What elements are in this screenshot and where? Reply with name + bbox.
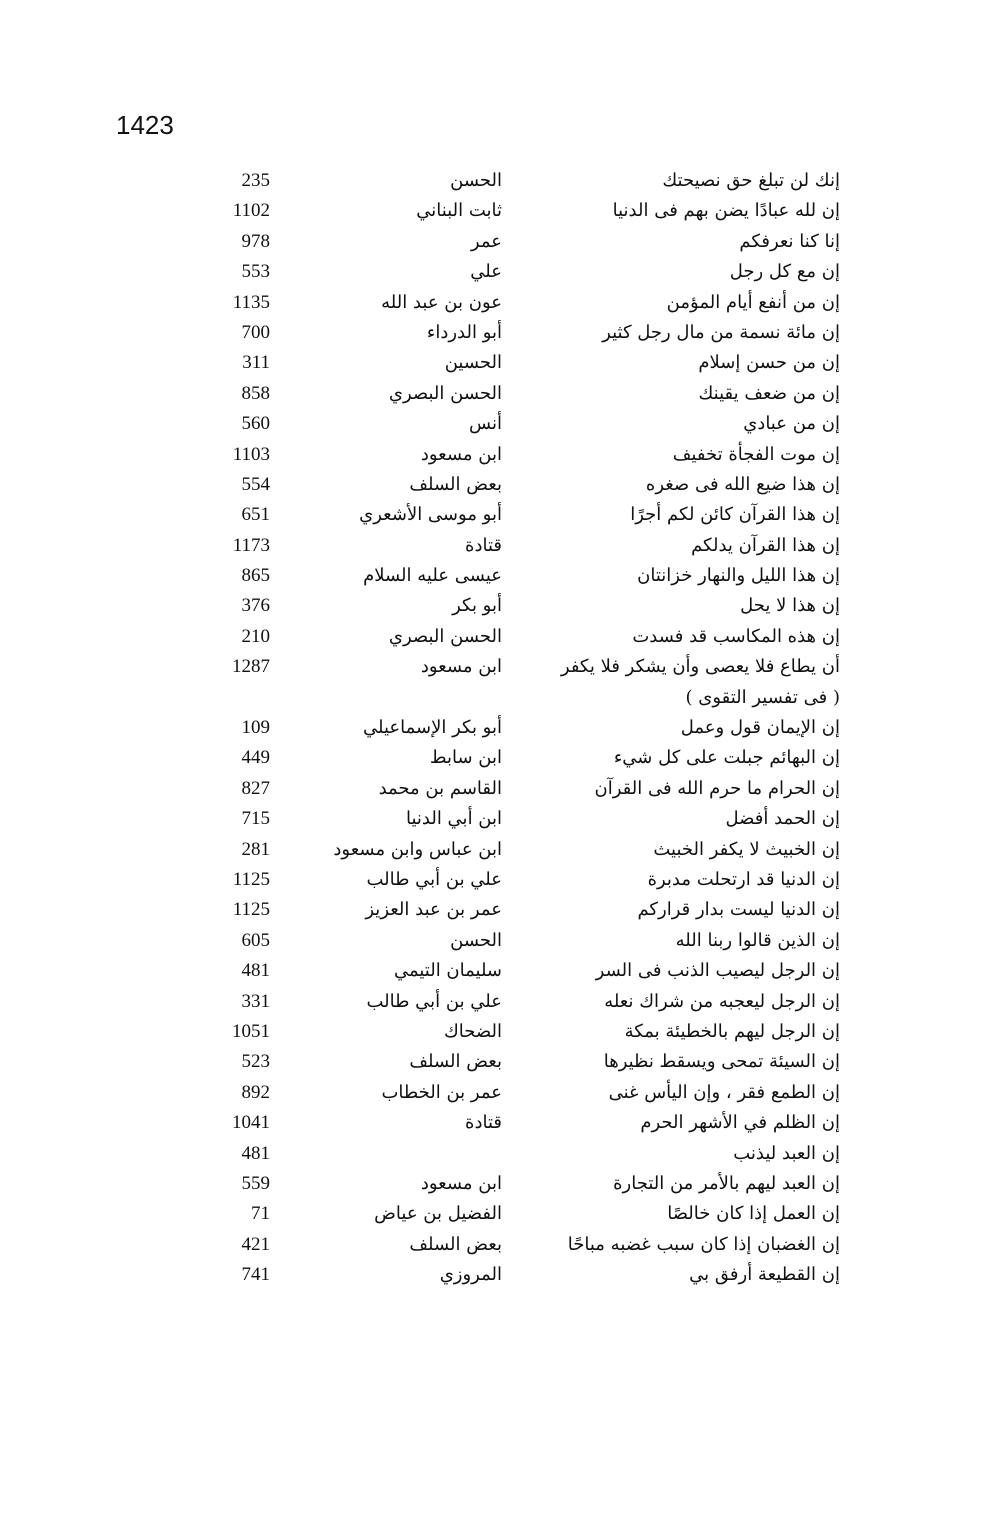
- index-page-ref: 715: [241, 808, 270, 830]
- index-narrator: بعض السلف: [409, 1233, 502, 1255]
- index-row: [200, 318, 840, 348]
- index-page-ref: 700: [241, 321, 270, 343]
- index-page-ref: 553: [241, 261, 270, 283]
- index-phrase: أن يطاع فلا يعصى وأن يشكر فلا يكفر: [560, 656, 840, 678]
- index-row: [200, 652, 840, 682]
- index-phrase: إن هذا ضيع الله فى صغره: [645, 473, 840, 495]
- index-phrase: إن الذين قالوا ربنا الله: [675, 929, 840, 951]
- index-phrase: إن الرجل ليهم بالخطيئة بمكة: [624, 1020, 840, 1042]
- index-phrase: إن هذا القرآن كائن لكم أجرًا: [630, 504, 840, 526]
- index-row: [200, 713, 840, 743]
- index-page-ref: 865: [241, 565, 270, 587]
- index-row: [200, 591, 840, 621]
- index-narrator: [302, 1139, 502, 1169]
- index-row: [200, 166, 840, 196]
- index-phrase: ( فى تفسير التقوى ): [685, 686, 840, 708]
- index-row: [200, 743, 840, 773]
- index-narrator: القاسم بن محمد: [378, 777, 502, 799]
- index-phrase: إن العبد ليهم بالأمر من التجارة: [613, 1172, 840, 1194]
- index-narrator: ابن سابط: [429, 747, 502, 769]
- index-page-ref: 481: [241, 1142, 270, 1164]
- index-row: [200, 227, 840, 257]
- index-narrator: أبو بكر الإسماعيلي: [362, 717, 502, 739]
- index-phrase: إن السيئة تمحى ويسقط نظيرها: [603, 1051, 840, 1073]
- index-narrator: أبو الدرداء: [426, 321, 502, 343]
- index-page-ref: 523: [241, 1051, 270, 1073]
- index-page-ref: 651: [241, 504, 270, 526]
- index-row: [200, 196, 840, 226]
- index-page-ref: 1287: [232, 656, 270, 678]
- index-page-ref: 1051: [232, 1020, 270, 1042]
- index-row: [200, 1260, 840, 1290]
- index-row: [200, 1230, 840, 1260]
- index-narrator: أبو موسى الأشعري: [359, 504, 502, 526]
- index-narrator: ابن عباس وابن مسعود: [333, 838, 502, 860]
- index-narrator: علي بن أبي طالب: [366, 868, 502, 890]
- index-phrase: إن الحمد أفضل: [725, 808, 840, 830]
- index-narrator: عون بن عبد الله: [381, 291, 502, 313]
- index-phrase: إن الدنيا ليست بدار قراركم: [637, 899, 840, 921]
- index-narrator: الحسن: [450, 170, 502, 191]
- index-page-ref: 1041: [232, 1112, 270, 1134]
- index-narrator: علي: [470, 261, 502, 283]
- index-page-ref: 1173: [232, 534, 270, 556]
- index-row: [200, 865, 840, 895]
- index-page-ref: 1102: [232, 200, 270, 222]
- index-page-ref: 554: [241, 473, 270, 495]
- index-row: [200, 1108, 840, 1138]
- index-row: [200, 1017, 840, 1047]
- index-narrator: أبو بكر: [452, 595, 502, 617]
- index-phrase: إن العمل إذا كان خالصًا: [667, 1203, 840, 1225]
- index-row: [200, 956, 840, 986]
- index-narrator: عيسى عليه السلام: [363, 565, 502, 587]
- index-narrator: الحسن البصري: [388, 625, 502, 647]
- index-phrase: إن الرجل ليصيب الذنب فى السر: [595, 960, 840, 982]
- index-phrase: إن هذه المكاسب قد فسدت: [632, 625, 840, 647]
- index-row: [200, 622, 840, 652]
- index-page-ref: 376: [241, 595, 270, 617]
- index-phrase: إن موت الفجأة تخفيف: [672, 443, 840, 465]
- index-phrase: إن لله عبادًا يضن بهم فى الدنيا: [612, 200, 840, 222]
- index-row: [200, 440, 840, 470]
- index-page-ref: 559: [241, 1172, 270, 1194]
- index-row: [200, 683, 840, 713]
- index-narrator: عمر بن عبد العزيز: [365, 899, 502, 921]
- index-page-ref: 827: [241, 777, 270, 799]
- index-page-ref: 1135: [232, 291, 270, 313]
- index-page-ref: 892: [241, 1081, 270, 1103]
- index-page-ref: 71: [251, 1203, 270, 1225]
- index-phrase: إن الحرام ما حرم الله فى القرآن: [594, 777, 840, 799]
- index-narrator: المروزي: [439, 1264, 502, 1286]
- index-page-ref: 1125: [232, 868, 270, 890]
- index-narrator: ابن مسعود: [420, 656, 502, 678]
- index-narrator: ثابت البناني: [416, 200, 502, 222]
- page-number: 1423: [116, 110, 174, 140]
- index-row: [200, 1169, 840, 1199]
- index-page-ref: 235: [241, 170, 270, 191]
- index-page-ref: 858: [241, 382, 270, 404]
- index-row: [200, 835, 840, 865]
- index-narrator: بعض السلف: [409, 473, 502, 495]
- index-narrator: بعض السلف: [409, 1051, 502, 1073]
- index-phrase: إن هذا القرآن يدلكم: [691, 534, 840, 556]
- index-phrase: إن الطمع فقر ، وإن اليأس غنى: [608, 1081, 840, 1103]
- index-row: [200, 348, 840, 378]
- index-phrase: إن العبد ليذنب: [733, 1142, 840, 1164]
- index-phrase: إن الرجل ليعجبه من شراك نعله: [604, 990, 840, 1012]
- index-narrator: ابن مسعود: [420, 443, 502, 465]
- index-narrator: سليمان التيمي: [393, 960, 502, 982]
- index-phrase: إن القطيعة أرفق بي: [689, 1264, 840, 1286]
- index-row: [200, 987, 840, 1017]
- index-row: [200, 1199, 840, 1229]
- index-phrase: إن من عبادي: [743, 413, 840, 435]
- index-row: [200, 470, 840, 500]
- index-narrator: الضحاك: [443, 1020, 502, 1042]
- index-phrase: إن الخبيث لا يكفر الخبيث: [653, 838, 840, 860]
- index-phrase: إن هذا لا يحل: [740, 595, 840, 617]
- index-narrator: الفضيل بن عياض: [374, 1203, 502, 1225]
- index-row: [200, 1047, 840, 1077]
- index-narrator: علي بن أبي طالب: [366, 990, 502, 1012]
- index-row: [200, 257, 840, 287]
- index-page-ref: 1125: [232, 899, 270, 921]
- index-narrator: قتادة: [465, 1112, 502, 1134]
- index-page-ref: 109: [241, 717, 270, 739]
- index-phrase: إنا كنا نعرفكم: [739, 230, 840, 252]
- index-page-ref: 210: [241, 625, 270, 647]
- index-phrase: إن مع كل رجل: [729, 261, 840, 283]
- index-row: [200, 774, 840, 804]
- index-page-ref: 421: [241, 1233, 270, 1255]
- index-phrase: إن الظلم في الأشهر الحرم: [640, 1112, 840, 1134]
- index-page-ref: 449: [241, 747, 270, 769]
- index-narrator: [302, 683, 502, 713]
- index-page-ref: 281: [241, 838, 270, 860]
- index-narrator: الحسن: [450, 929, 502, 951]
- index-narrator: أنس: [469, 413, 502, 435]
- index-page-ref: [200, 683, 270, 713]
- index-phrase: إن الدنيا قد ارتحلت مدبرة: [647, 868, 840, 890]
- index-narrator: ابن أبي الدنيا: [405, 808, 502, 830]
- index-phrase: إن الإيمان قول وعمل: [680, 717, 840, 739]
- index-page-ref: 481: [241, 960, 270, 982]
- index-row: [200, 1139, 840, 1169]
- index-phrase: إن من حسن إسلام: [698, 352, 840, 374]
- index-row: [200, 926, 840, 956]
- index-phrase: إن من ضعف يقينك: [698, 382, 840, 404]
- index-row: [200, 409, 840, 439]
- index-page-ref: 1103: [232, 443, 270, 465]
- index-narrator: الحسين: [444, 352, 502, 374]
- index-row: [200, 561, 840, 591]
- index-narrator: الحسن البصري: [388, 382, 502, 404]
- index-row: [200, 1078, 840, 1108]
- index-phrase: إن من أنفع أيام المؤمن: [666, 291, 840, 313]
- index-narrator: ابن مسعود: [420, 1172, 502, 1194]
- index-row: [200, 379, 840, 409]
- index-table: [200, 166, 840, 1290]
- index-row: [200, 288, 840, 318]
- index-page-ref: 311: [242, 352, 270, 374]
- index-phrase: إن الغضبان إذا كان سبب غضبه مباحًا: [567, 1233, 840, 1255]
- index-page-ref: 605: [241, 929, 270, 951]
- index-row: [200, 531, 840, 561]
- index-row: [200, 895, 840, 925]
- index-phrase: إن مائة نسمة من مال رجل كثير: [602, 321, 840, 343]
- index-page-ref: 331: [241, 990, 270, 1012]
- index-row: [200, 500, 840, 530]
- index-page-ref: 560: [241, 413, 270, 435]
- index-page-ref: 741: [241, 1264, 270, 1286]
- index-phrase: إنك لن تبلغ حق نصيحتك: [662, 170, 840, 191]
- index-phrase: إن البهائم جبلت على كل شيء: [613, 747, 840, 769]
- index-page-ref: 978: [241, 230, 270, 252]
- index-row: [200, 804, 840, 834]
- index-narrator: عمر بن الخطاب: [381, 1081, 502, 1103]
- index-phrase: إن هذا الليل والنهار خزانتان: [637, 565, 840, 587]
- index-narrator: قتادة: [465, 534, 502, 556]
- index-narrator: عمر: [470, 230, 502, 252]
